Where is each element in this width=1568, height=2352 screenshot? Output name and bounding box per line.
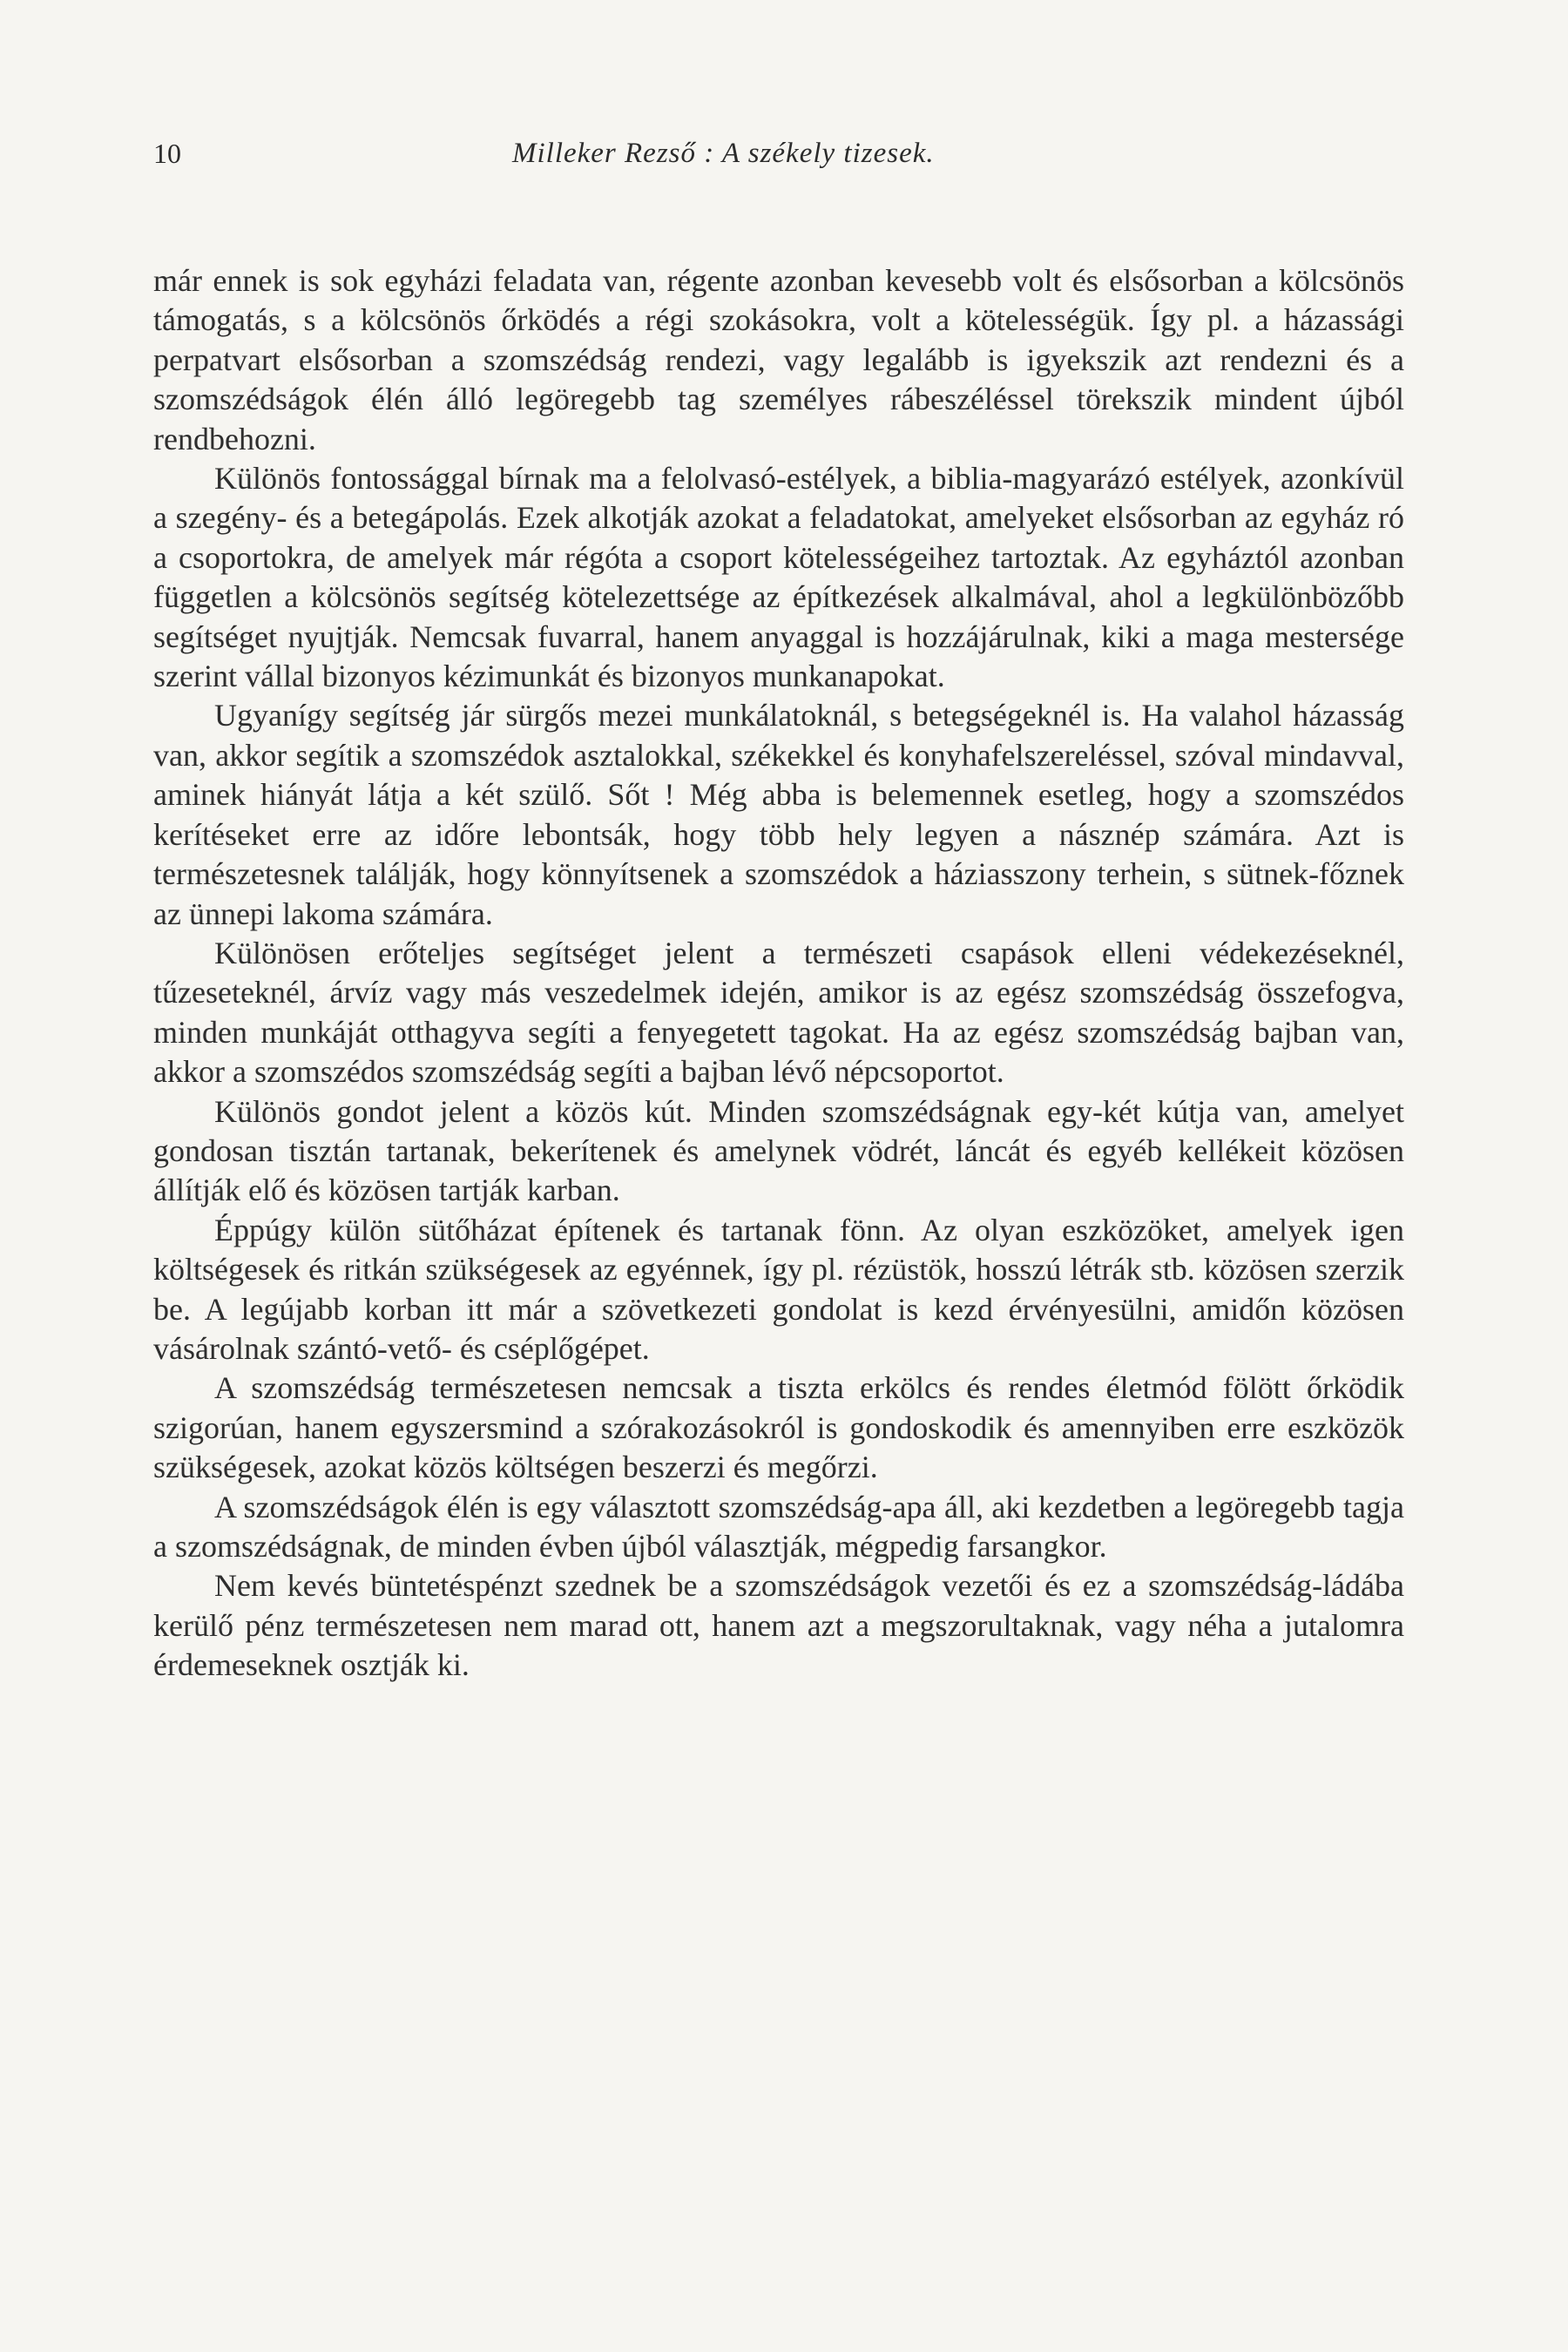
paragraph: már ennek is sok egyházi feladata van, régente azonban kevesebb volt és elsősorban a kölcsönös támogatás, s a kölcsönös őrködés a régi szokásokra, volt a kötelességük. Így pl. a házassági perpatvart elsősorban a szomszédság rendezi, vagy legalább is igyekszik azt rendezni és a szomszédságok élén álló legöregebb tag személyes rábeszéléssel törekszik mindent újból rendbehozni. — [153, 263, 1404, 456]
running-title: Milleker Rezső : A székely tizesek. — [512, 138, 935, 169]
paragraph: Éppúgy külön sütőházat építenek és tartanak fönn. Az olyan eszközöket, amelyek igen költségesek és ritkán szükségesek az egyénnek, így pl. rézüstök, hosszú létrák stb. közösen szerzik be. A legújabb korban itt már a szövetkezeti gondolat is kezd érvényesülni, amidőn közösen vásárolnak szántó-vető- és cséplőgépet. — [153, 1212, 1404, 1366]
paragraph: Különösen erőteljes segítséget jelent a természeti csapások elleni védekezéseknél, tűzeseteknél, árvíz vagy más veszedelmek idején, amikor is az egész szomszédság összefogva, minden munkáját otthagyva segíti a fenyegetett tagokat. Ha az egész szomszédság bajban van, akkor a szomszédos szomszédság segíti a bajban lévő népcsoportot. — [153, 935, 1404, 1090]
paragraph: A szomszédság természetesen nemcsak a tiszta erkölcs és rendes életmód fölött őrködik szigorúan, hanem egyszersmind a szórakozásokról is gondoskodik és amennyiben erre eszközök szükségesek, azokat közös költségen beszerzi és megőrzi. — [153, 1370, 1404, 1485]
paragraph: Ugyanígy segítség jár sürgős mezei munkálatoknál, s betegségeknél is. Ha valahol házasság van, akkor segítik a szomszédok asztalokkal, székekkel és konyhafelszereléssel, szóval mindavval, aminek hiányát látja a két szülő. Sőt ! Még abba is belemennek esetleg, hogy a szomszédos kerítéseket erre az időre lebontsák, hogy több hely legyen a násznép számára. Azt is természetesnek találják, hogy könnyítsenek a szomszédok a háziasszony terhein, s sütnek-főznek az ünnepi lakoma számára. — [153, 698, 1404, 931]
paragraph: Nem kevés büntetéspénzt szednek be a szomszédságok vezetői és ez a szomszédság-ládába kerülő pénz természetesen nem marad ott, hanem azt a megszorultaknak, vagy néha a jutalomra érdemeseknek osztják ki. — [153, 1568, 1404, 1683]
running-head — [153, 138, 1415, 181]
paragraph: A szomszédságok élén is egy választott szomszédság-apa áll, aki kezdetben a legöregebb tagja a szomszédságnak, de minden évben újból választják, mégpedig farsangkor. — [153, 1489, 1404, 1564]
page-number: 10 — [153, 138, 181, 169]
paragraph: Különös gondot jelent a közös kút. Minden szomszédságnak egy-két kútja van, amelyet gondosan tisztán tartanak, bekerítenek és amelynek vödrét, láncát és egyéb kellékeit közösen állítják elő és közösen tartják karban. — [153, 1093, 1404, 1208]
paragraph: Különös fontossággal bírnak ma a felolvasó-estélyek, a biblia-magyarázó estélyek, azonkívül a szegény- és a betegápolás. Ezek alkotják azokat a feladatokat, amelyeket elsősorban az egyház ró a csoportokra, de amelyek már régóta a csoport kötelességeihez tartoztak. Az egyháztól azonban független a kölcsönös segítség kötelezettsége az építkezések alkalmával, ahol a legkülönbözőbb segítséget nyujtják. Nemcsak fuvarral, hanem anyaggal is hozzájárulnak, kiki a maga mestersége szerint vállal bizonyos kézimunkát és bizonyos munkanapokat. — [153, 461, 1404, 694]
body-text — [153, 261, 1404, 1686]
